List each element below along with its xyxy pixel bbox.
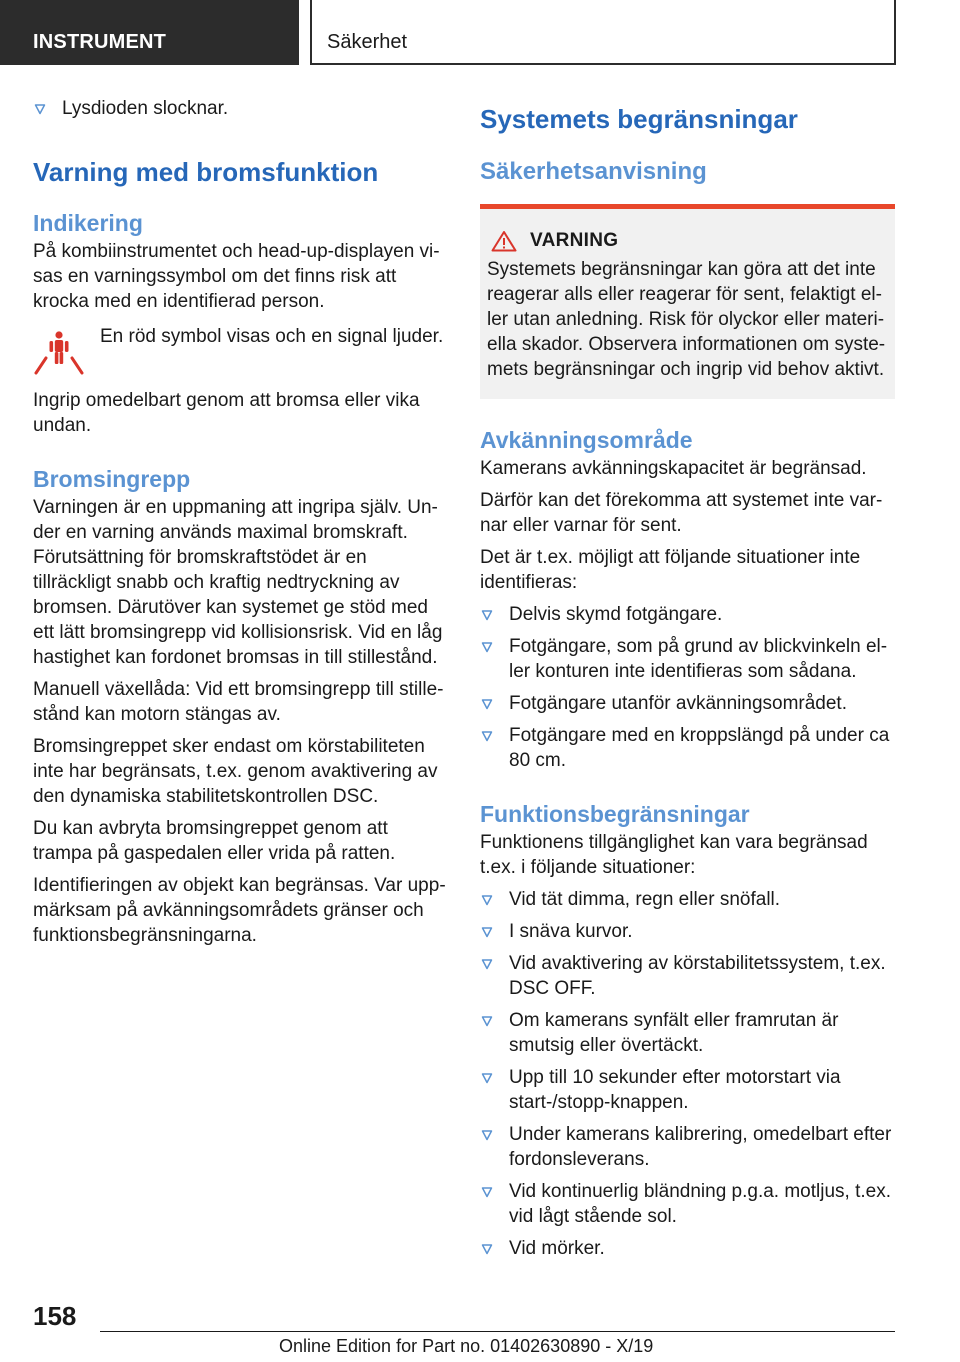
paragraph-range-2: Därför kan det förekomma att systemet inte varnar eller varnar för sent. (480, 490, 883, 536)
header-chapter-tab: Säkerhet (310, 0, 896, 65)
warning-text: Systemets begränsningar kan göra att det inte reagerar alls eller reagerar för sent, felaktigt eller utan anledning. Risk för olyckor eller materiella skador. Observera informationen om systemets begränsningar och ingrip vid behov aktivt. (487, 259, 886, 380)
warning-title (487, 228, 887, 254)
triangle-bullet-icon (481, 1015, 493, 1027)
paragraph-range-1: Kamerans avkänningskapacitet är begränsad. (480, 458, 867, 479)
paragraph-bromsingrepp-5: Identifieringen av objekt kan begränsas. Var uppmärksam på avkänningsområdets gränser och funktionsbegränsningarna. (33, 875, 446, 946)
page-number: 158 (33, 1301, 77, 1331)
list-item-text: Om kamerans synfält eller framrutan är smutsig eller övertäckt. (509, 1010, 839, 1056)
list-item (480, 1065, 895, 1115)
paragraph-function-intro: Funktionens tillgänglighet kan vara begränsad t.ex. i följande situationer: (480, 832, 868, 878)
list-item-text: I snäva kurvor. (509, 921, 633, 942)
symbol-description: En röd symbol visas och en signal ljuder. (100, 326, 444, 347)
list-item-text: Delvis skymd fotgängare. (509, 604, 723, 625)
section-title-warning: Varning med bromsfunktion (33, 157, 379, 187)
left-column (33, 96, 447, 955)
triangle-bullet-icon (481, 641, 493, 653)
paragraph-bromsingrepp-3: Bromsingreppet sker endast om körstabiliteten inte har begränsats, t.ex. genom avaktivering av den dynamiska stabilitetskontrollen DSC. (33, 736, 438, 807)
list-item-text: Fotgängare med en kroppslängd på under ca 80 cm. (509, 725, 890, 771)
list-item-text: Vid avaktivering av körstabilitetssystem, t.ex. DSC OFF. (509, 953, 886, 999)
list-item-text: Fotgängare, som på grund av blickvinkeln eller konturen inte identifieras som sådana. (509, 636, 888, 682)
triangle-bullet-icon (481, 1072, 493, 1084)
subheading-range: Avkänningsområde (480, 427, 693, 453)
paragraph-ingrip: Ingrip omedelbart genom att bromsa eller vika undan. (33, 390, 420, 436)
triangle-bullet-icon (481, 1129, 493, 1141)
list-item-text: Upp till 10 sekunder efter motorstart via start-/stopp-knappen. (509, 1067, 841, 1113)
list-item (480, 602, 895, 627)
list-item (480, 634, 895, 684)
warning-triangle-icon (491, 230, 517, 252)
footer-divider (100, 1331, 895, 1332)
footer-edition: Online Edition for Part no. 01402630890 - X/19 (279, 1336, 654, 1356)
list-item (480, 691, 895, 716)
list-item (480, 1122, 895, 1172)
list-item-text: Vid tät dimma, regn eller snöfall. (509, 889, 781, 910)
header-section-tab: INSTRUMENT (0, 0, 299, 65)
list-item-text: Vid mörker. (509, 1238, 605, 1259)
triangle-bullet-icon (481, 958, 493, 970)
triangle-bullet-icon (481, 698, 493, 710)
warning-box (480, 204, 895, 399)
list-item (480, 1008, 895, 1058)
subheading-indikering: Indikering (33, 210, 143, 236)
list-item (480, 1179, 895, 1229)
symbol-row (33, 324, 447, 388)
paragraph-bromsingrepp-2: Manuell växellåda: Vid ett bromsingrepp till stillestånd kan motorn stängas av. (33, 679, 444, 725)
subheading-function: Funktionsbegränsningar (480, 801, 750, 827)
section-title-limits: Systemets begränsningar (480, 104, 798, 134)
list-item (480, 1236, 895, 1261)
list-item-text: Under kamerans kalibrering, omedelbart efter fordonsleverans. (509, 1124, 892, 1170)
pedestrian-warning-icon (33, 328, 85, 376)
triangle-bullet-icon (481, 926, 493, 938)
range-bullet-list (480, 602, 895, 773)
top-bullet-list (33, 96, 447, 121)
subheading-bromsingrepp: Bromsingrepp (33, 466, 191, 492)
list-item (480, 919, 895, 944)
list-item (480, 723, 895, 773)
triangle-bullet-icon (481, 1243, 493, 1255)
paragraph-indikering: På kombiinstrumentet och head-up-displayen visas en varningssymbol om det finns risk att krocka med en identifierad person. (33, 241, 440, 312)
list-item-text: Fotgängare utanför avkänningsområdet. (509, 693, 847, 714)
subheading-safety: Säkerhetsanvisning (480, 158, 707, 185)
triangle-bullet-icon (481, 894, 493, 906)
paragraph-range-3: Det är t.ex. möjligt att följande situationer inte identifieras: (480, 547, 861, 593)
paragraph-bromsingrepp-1: Varningen är en uppmaning att ingripa själv. Under en varning används maximal bromskraft. Förutsättning för bromskraftstödet är en tillräckligt snabb och kraftig nedtryckning av bromsen. Därutöver kan systemet ge stöd med ett lätt bromsingrepp vid kollisionsrisk. Vid en låg hastighet kan fordonet bromsas in till stillestånd. (33, 497, 443, 668)
list-item-text: Vid kontinuerlig bländning p.g.a. motljus, t.ex. vid lågt stående sol. (509, 1181, 891, 1227)
triangle-bullet-icon (481, 609, 493, 621)
list-item (480, 951, 895, 1001)
list-item-text: Lysdioden slocknar. (62, 98, 229, 119)
triangle-bullet-icon (34, 103, 46, 115)
right-column (480, 102, 895, 1268)
triangle-bullet-icon (481, 1186, 493, 1198)
triangle-bullet-icon (481, 730, 493, 742)
warning-label: VARNING (530, 230, 619, 251)
list-item (33, 96, 447, 121)
list-item (480, 887, 895, 912)
paragraph-bromsingrepp-4: Du kan avbryta bromsingreppet genom att trampa på gaspedalen eller vrida på ratten. (33, 818, 396, 864)
function-bullet-list (480, 887, 895, 1261)
